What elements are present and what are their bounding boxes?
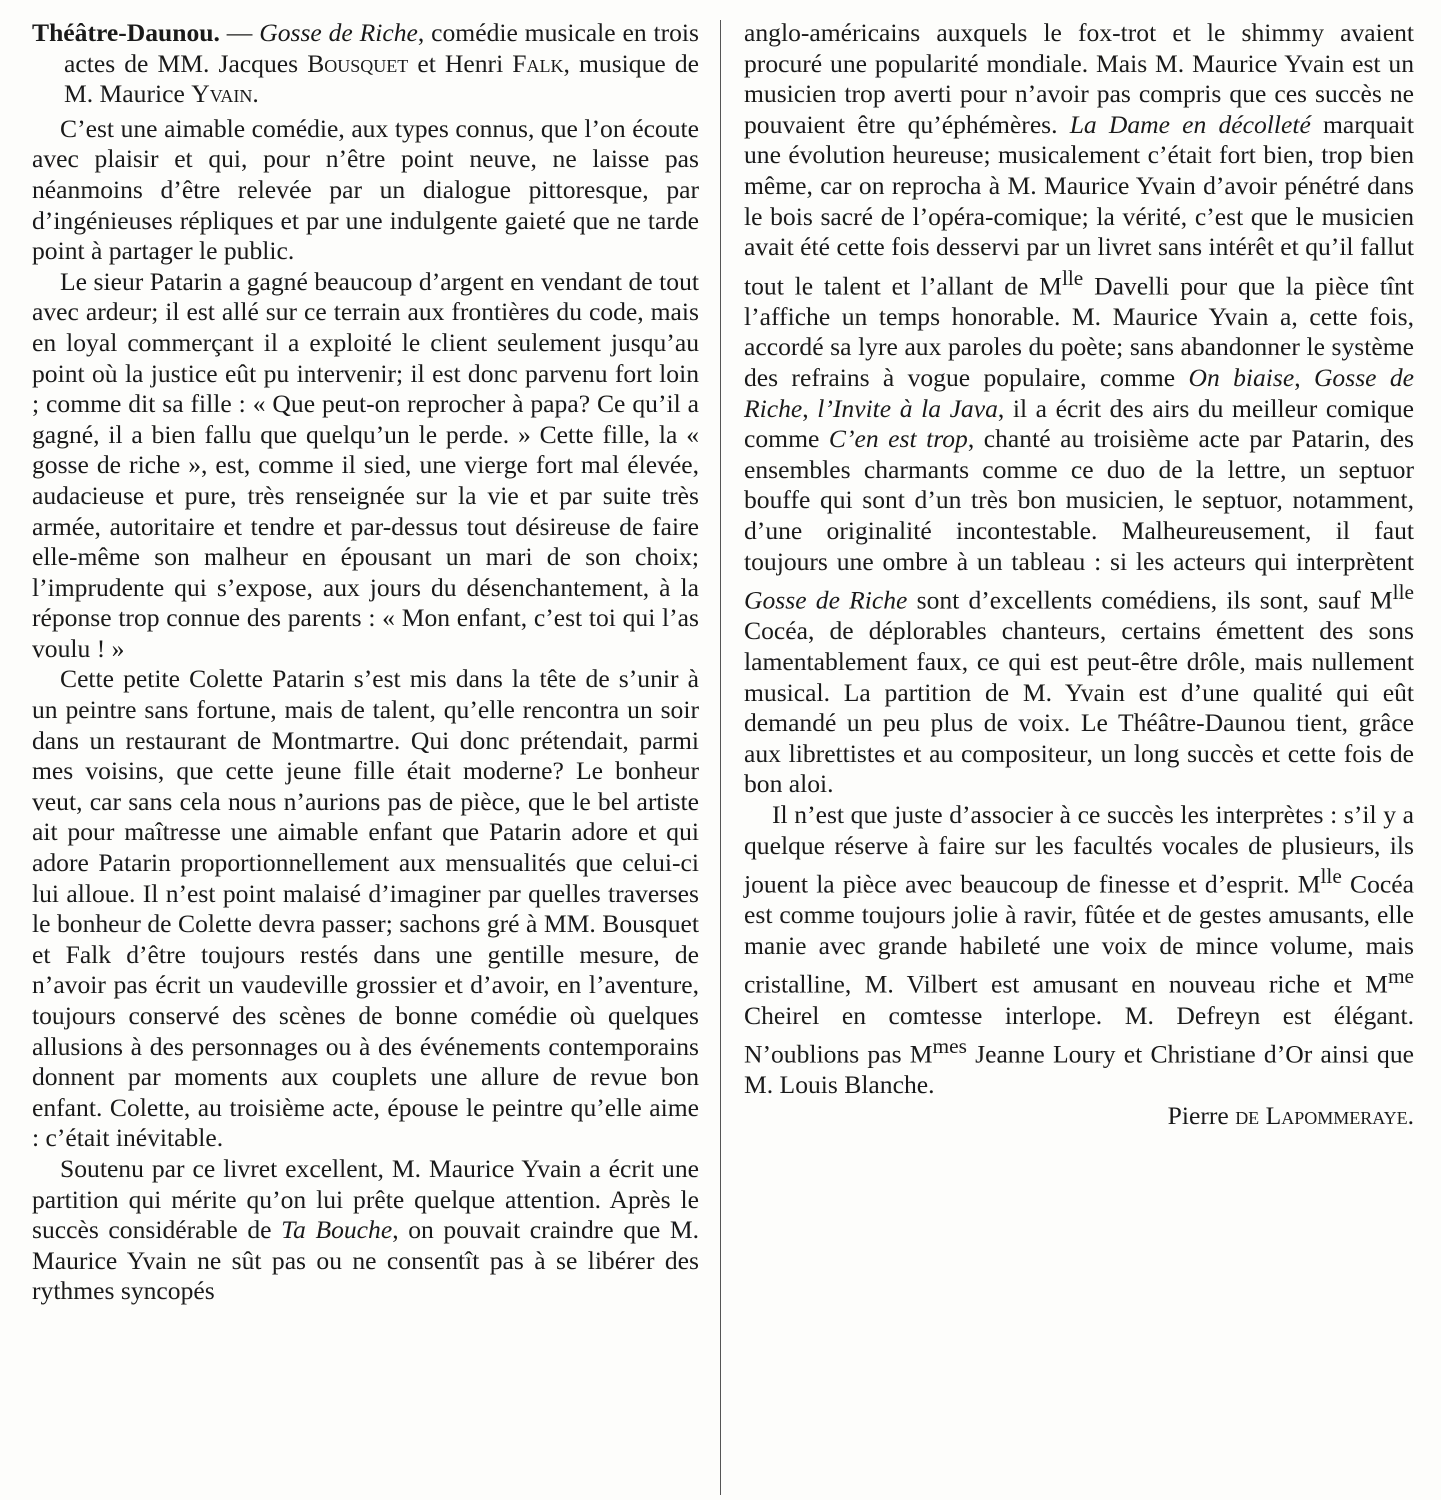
- article-heading: Théâtre-Daunou. — Gosse de Riche, comédie musicale en trois actes de MM. Jacques Bousquet et Henri Falk, musique de M. Maurice Yvain.: [32, 18, 699, 109]
- song-invite-java: l’Invite à la Java: [817, 393, 998, 423]
- venue-name: Théâtre-Daunou.: [32, 18, 220, 47]
- song-gosse-de-riche: Gosse de Riche: [744, 363, 1414, 423]
- author-falk: Falk: [512, 48, 564, 78]
- composer-yvain: Yvain: [191, 79, 253, 109]
- title-dame-en-decollete: La Dame en décolleté: [1069, 109, 1311, 139]
- song-on-biaise: On biaise: [1188, 363, 1295, 393]
- title-gosse-de-riche: Gosse de Riche: [744, 585, 908, 615]
- play-title: Gosse de Riche: [259, 18, 418, 47]
- column-left: [32, 18, 699, 1307]
- column-divider: [720, 20, 721, 1495]
- paragraph-4-continued: anglo-américains auxquels le fox-trot et le shimmy avaient procuré une popularité mondiale. Mais M. Maurice Yvain est un musicien trop averti pour n’avoir pas compris que ces succès ne pouvaient être qu’éphémères. La Dame en décolleté marquait une évolution heureuse; musicalement c’était fort bien, trop bien même, car on reprocha à M. Maurice Yvain d’avoir pénétré dans le bois sacré de l’opéra-comique; la vérité, c’est que le musicien avait été cette fois desservi par un livret sans intérêt et qu’il fallut tout le talent et l’allant de $M^{lle}$ Davelli pour que la pièce tînt l’affiche un temps honorable. M. Maurice Yvain a, cette fois, accordé sa lyre aux paroles du poète; sans abandonner le système des refrains à vogue populaire, comme On biaise, Gosse de Riche, l’Invite à la Java, il a écrit des airs du meilleur comique comme C’en est trop, chanté au troisième acte par Patarin, des ensembles charmants comme ce duo de la lettre, un septuor bouffe qui sont d’un très bon musicien, le septuor, notamment, d’une originalité incontestable. Malheureusement, il faut toujours une ombre à un tableau : si les acteurs qui interprètent Gosse de Riche sont d’excellents comédiens, ils sont, sauf $M^{lle}$ Cocéa, de déplorables chanteurs, certains émettent des sons lamentablement faux, ce qui est peut-être drôle, mais nullement musical. La partition de M. Yvain est d’une qualité qui eût demandé un peu plus de voix. Le Théâtre-Daunou tient, grâce aux librettistes et au compositeur, un long succès et cette fois de bon aloi.: [744, 18, 1415, 799]
- paragraph-5: Il n’est que juste d’associer à ce succès les interprètes : s’il y a quelque réserve à faire sur les facultés vocales de plusieurs, ils jouent la pièce avec beaucoup de finesse et d’esprit. $M^{lle}$ Cocéa est comme toujours jolie à ravir, fûtée et de gestes amusants, elle manie avec grande habileté une voix de mince volume, mais cristalline, M. Vilbert est amusant en nouveau riche et $M^{me}$ Cheirel en comtesse interlope. M. Defreyn est élégant. N’oublions pas $M^{mes}$ Jeanne Loury et Christiane d’Or ainsi que M. Louis Blanche. Pierre de Lapommeraye.: [744, 799, 1415, 1130]
- paragraph-2: Le sieur Patarin a gagné beaucoup d’argent en vendant de tout avec ardeur; il est allé sur ce terrain aux frontières du code, mais en loyal commerçant il a exploité le client seulement jusqu’au point où la justice eût pu intervenir; il est donc parvenu fort loin ; comme dit sa fille : « Que peut-on reprocher à papa? Ce qu’il a gagné, il a bien fallu que quelqu’un le perde. » Cette fille, la « gosse de riche », est, comme il sied, une vierge fort mal élevée, audacieuse et pure, très renseignée sur la vie et par suite très armée, autoritaire et tendre et par-dessus tout désireuse de faire elle-même son malheur en épousant un mari de son choix; l’imprudente qui s’expose, aux jours du désenchantement, à la réponse trop connue des parents : « Mon enfant, c’est toi qui l’as voulu ! »: [32, 266, 699, 663]
- column-right: [744, 18, 1414, 1131]
- author-bousquet: Bousquet: [307, 48, 409, 78]
- paragraph-3: Cette petite Colette Patarin s’est mis dans la tête de s’unir à un peintre sans fortune, mais de talent, qu’elle rencontra un soir dans un restaurant de Montmartre. Qui donc prétendait, parmi mes voisins, que cette jeune fille était moderne? Le bonheur veut, car sans cela nous n’aurions pas de pièce, que le bel artiste ait pour maîtresse une aimable enfant que Patarin adore et qui adore Patarin proportionnellement aux mensualités que celui-ci lui alloue. Il n’est point malaisé d’imaginer par quelles traverses le bonheur de Colette devra passer; sachons gré à MM. Bousquet et Falk d’être toujours restés dans une gentille mesure, de n’avoir pas écrit un vaudeville grossier et d’avoir, en l’aventure, toujours conservé des scènes de bonne comédie où quelques allusions à des personnages ou à des événements contemporains donnent par moments aux couplets une allure de revue bon enfant. Colette, au troisième acte, épouse le peintre qu’elle aime : c’était inévitable.: [32, 664, 699, 1153]
- song-cen-est-trop: C’en est trop: [828, 424, 968, 454]
- author-signature: Pierre de Lapommeraye.: [1167, 1100, 1414, 1130]
- paragraph-1: C’est une aimable comédie, aux types connus, que l’on écoute avec plaisir et qui, pour n’être point neuve, ne laisse pas néanmoins d’être relevée par un dialogue pittoresque, par d’ingénieuses répliques et par une indulgente gaieté que ne tarde point à partager le public.: [32, 113, 699, 266]
- paragraph-4-start: Soutenu par ce livret excellent, M. Maurice Yvain a écrit une partition qui mérite qu’on lui prête quelque attention. Après le succès considérable de Ta Bouche, on pouvait craindre que M. Maurice Yvain ne sût pas ou ne consentît pas à se libérer des rythmes syncopés: [32, 1153, 699, 1306]
- title-ta-bouche: Ta Bouche: [281, 1215, 393, 1245]
